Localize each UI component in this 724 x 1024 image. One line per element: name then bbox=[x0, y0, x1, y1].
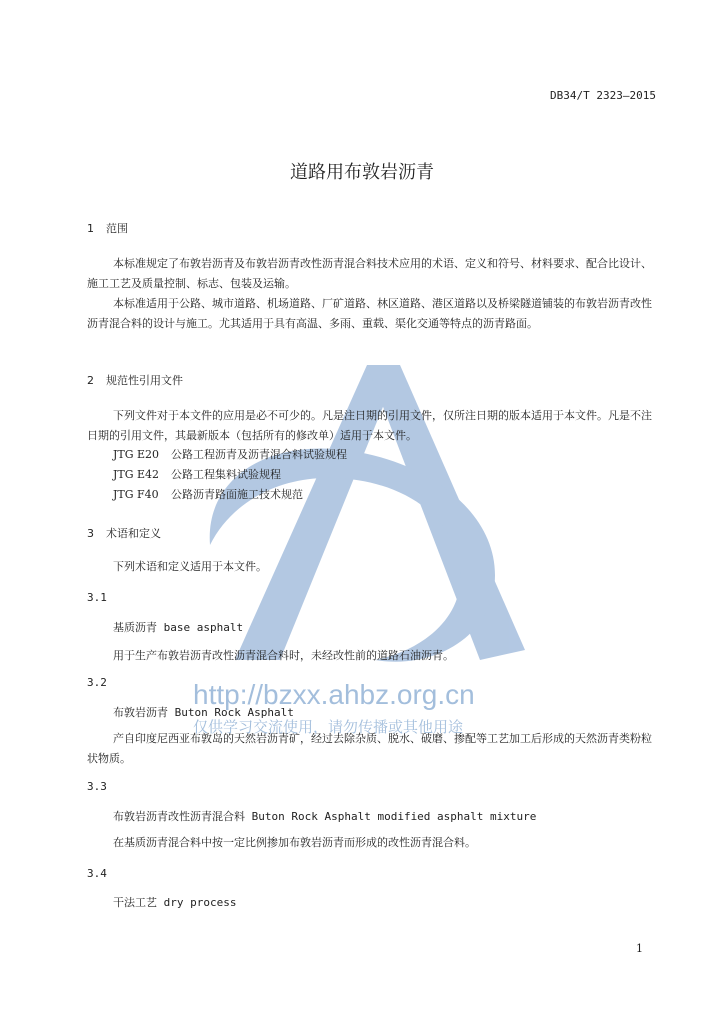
page-title: 道路用布敦岩沥青 bbox=[290, 162, 434, 183]
section-3-intro: 下列术语和定义适用于本文件。 bbox=[113, 560, 267, 573]
watermark-note: 仅供学习交流使用，请勿传播或其他用途 bbox=[193, 718, 464, 736]
section-1-number: 1 bbox=[87, 222, 94, 235]
term-number: 3.4 bbox=[87, 867, 107, 880]
term-title: 布敦岩沥青 Buton Rock Asphalt bbox=[113, 706, 294, 719]
reference-item bbox=[113, 466, 281, 482]
section-1-paragraph-1: 本标准规定了布敦岩沥青及布敦岩沥青改性沥青混合料技术应用的术语、定义和符号、材料要求、配合比设计、施工工艺及质量控制、标志、包装及运输。 bbox=[87, 257, 652, 290]
section-2-number: 2 bbox=[87, 374, 94, 387]
reference-name: 公路工程集料试验规程 bbox=[171, 468, 281, 481]
reference-item bbox=[113, 486, 303, 502]
reference-code: JTG E42 bbox=[113, 468, 160, 481]
term-number: 3.1 bbox=[87, 591, 107, 604]
reference-item bbox=[113, 446, 347, 462]
section-1-title: 范围 bbox=[106, 222, 128, 235]
section-3-heading bbox=[87, 525, 161, 541]
term-title: 基质沥青 base asphalt bbox=[113, 621, 244, 634]
section-1-heading bbox=[87, 220, 128, 236]
reference-name: 公路工程沥青及沥青混合料试验规程 bbox=[171, 448, 347, 461]
term-definition: 在基质沥青混合料中按一定比例掺加布敦岩沥青而形成的改性沥青混合料。 bbox=[113, 836, 476, 849]
section-1-paragraph-2: 本标准适用于公路、城市道路、机场道路、厂矿道路、林区道路、港区道路以及桥梁隧道铺装的布敦岩沥青改性沥青混合料的设计与施工。尤其适用于具有高温、多雨、重载、渠化交通等特点的沥青路面。 bbox=[87, 297, 652, 330]
watermark-url: http://bzxx.ahbz.org.cn bbox=[193, 679, 475, 710]
term-title: 干法工艺 dry process bbox=[113, 896, 237, 909]
term-definition: 产自印度尼西亚布敦岛的天然岩沥青矿，经过去除杂质、脱水、破磨、掺配等工艺加工后形成的天然沥青类粉粒状物质。 bbox=[87, 732, 652, 765]
section-3-number: 3 bbox=[87, 527, 94, 540]
section-3-title: 术语和定义 bbox=[106, 527, 161, 540]
section-2-title: 规范性引用文件 bbox=[106, 374, 183, 387]
reference-name: 公路沥青路面施工技术规范 bbox=[171, 488, 303, 501]
reference-code: JTG E20 bbox=[113, 448, 160, 461]
term-number: 3.3 bbox=[87, 780, 107, 793]
section-2-heading bbox=[87, 372, 183, 388]
term-definition: 用于生产布敦岩沥青改性沥青混合料时，未经改性前的道路石油沥青。 bbox=[113, 649, 454, 662]
section-2-intro: 下列文件对于本文件的应用是必不可少的。凡是注日期的引用文件，仅所注日期的版本适用于本文件。凡是不注日期的引用文件，其最新版本（包括所有的修改单）适用于本文件。 bbox=[87, 409, 652, 442]
term-title: 布敦岩沥青改性沥青混合料 Buton Rock Asphalt modified asphalt mixture bbox=[113, 810, 537, 823]
page-number: 1 bbox=[636, 942, 643, 955]
term-number: 3.2 bbox=[87, 676, 107, 689]
reference-code: JTG F40 bbox=[113, 488, 159, 501]
document-code: DB34/T 2323—2015 bbox=[550, 89, 656, 102]
